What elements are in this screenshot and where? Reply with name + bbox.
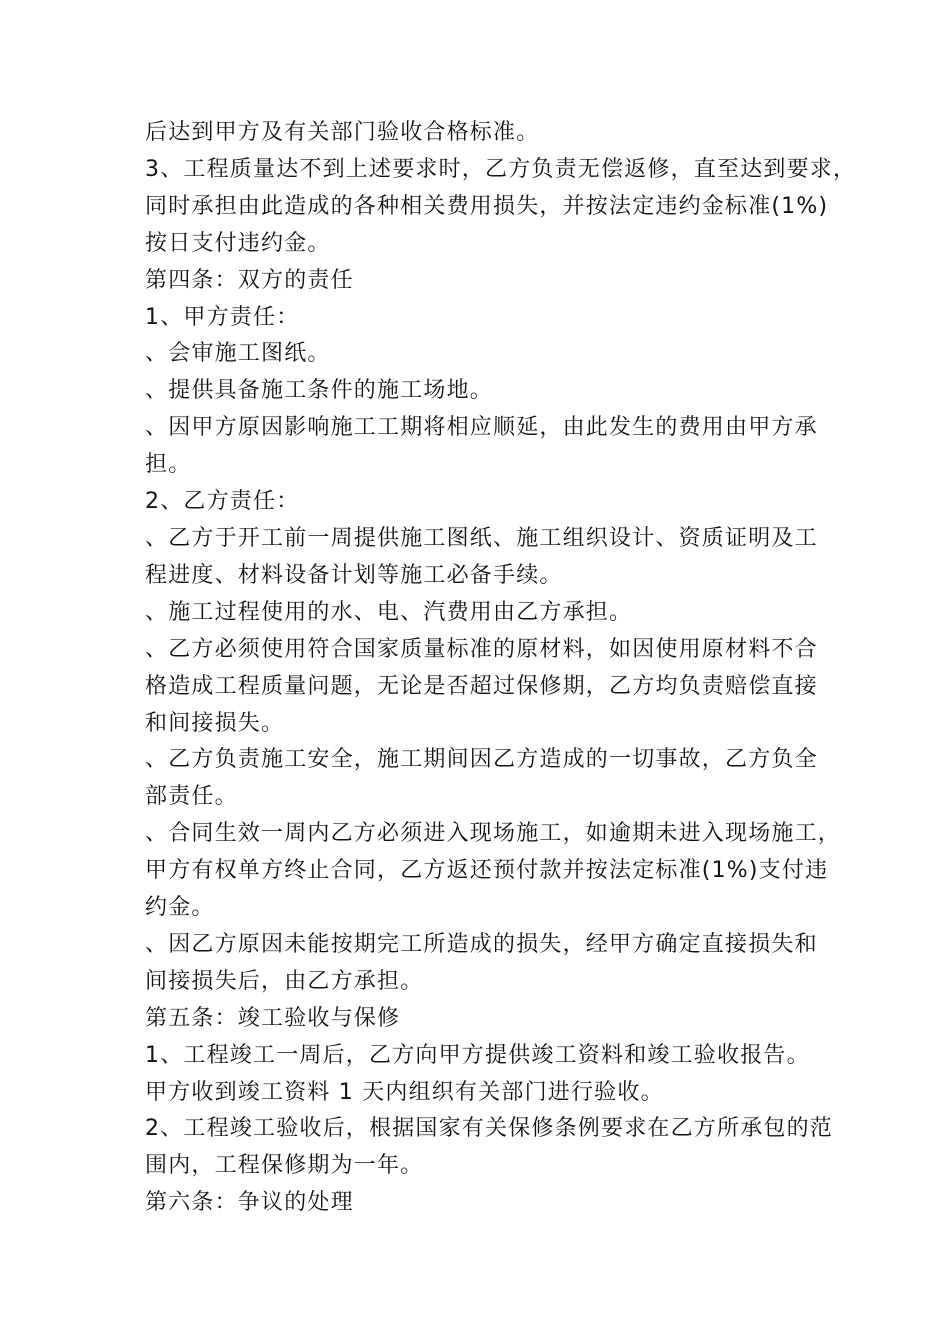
text-line: 甲方收到竣工资料 1 天内组织有关部门进行验收。 [145, 1079, 664, 1105]
text-line: 2、乙方责任： [145, 489, 300, 515]
text-line: 甲方有权单方终止合同，乙方返还预付款并按法定标准(1%)支付违 [145, 858, 829, 884]
text-line: 、乙方于开工前一周提供施工图纸、施工组织设计、资质证明及工 [145, 525, 818, 551]
text-line: 、乙方负责施工安全，施工期间因乙方造成的一切事故，乙方负全 [145, 747, 818, 773]
text-line: 格造成工程质量问题，无论是否超过保修期，乙方均负责赔偿直接 [145, 673, 818, 699]
text-line: 部责任。 [145, 784, 238, 810]
text-line: 担。 [145, 452, 192, 478]
text-line: 间接损失后，由乙方承担。 [145, 968, 424, 994]
text-line: 2、工程竣工验收后，根据国家有关保修条例要求在乙方所承包的范 [145, 1116, 833, 1142]
text-line: 、合同生效一周内乙方必须进入现场施工，如逾期未进入现场施工， [145, 821, 842, 847]
text-line: 同时承担由此造成的各种相关费用损失，并按法定违约金标准(1%) [145, 193, 829, 219]
text-line: 、因甲方原因影响施工工期将相应顺延，由此发生的费用由甲方承 [145, 415, 818, 441]
document-body [145, 115, 857, 1222]
section-heading: 第五条：竣工验收与保修 [145, 1005, 401, 1031]
text-line: 3、工程质量达不到上述要求时，乙方负责无偿返修，直至达到要求， [145, 156, 857, 182]
text-line: 1、工程竣工一周后，乙方向甲方提供竣工资料和竣工验收报告。 [145, 1042, 810, 1068]
text-line: 、提供具备施工条件的施工场地。 [145, 378, 494, 404]
text-line: 、乙方必须使用符合国家质量标准的原材料，如因使用原材料不合 [145, 636, 818, 662]
text-line: 围内，工程保修期为一年。 [145, 1153, 424, 1179]
text-line: 按日支付违约金。 [145, 230, 331, 256]
section-heading: 第六条：争议的处理 [145, 1190, 354, 1216]
section-heading: 第四条：双方的责任 [145, 267, 354, 293]
text-line: 1、甲方责任： [145, 304, 300, 330]
text-line: 后达到甲方及有关部门验收合格标准。 [145, 120, 540, 145]
text-line: 、施工过程使用的水、电、汽费用由乙方承担。 [145, 599, 633, 625]
text-line: 约金。 [145, 895, 215, 921]
text-line: 、会审施工图纸。 [145, 341, 331, 367]
text-line: 程进度、材料设备计划等施工必备手续。 [145, 562, 563, 588]
text-line: 、因乙方原因未能按期完工所造成的损失，经甲方确定直接损失和 [145, 931, 818, 957]
text-line: 和间接损失。 [145, 710, 285, 736]
